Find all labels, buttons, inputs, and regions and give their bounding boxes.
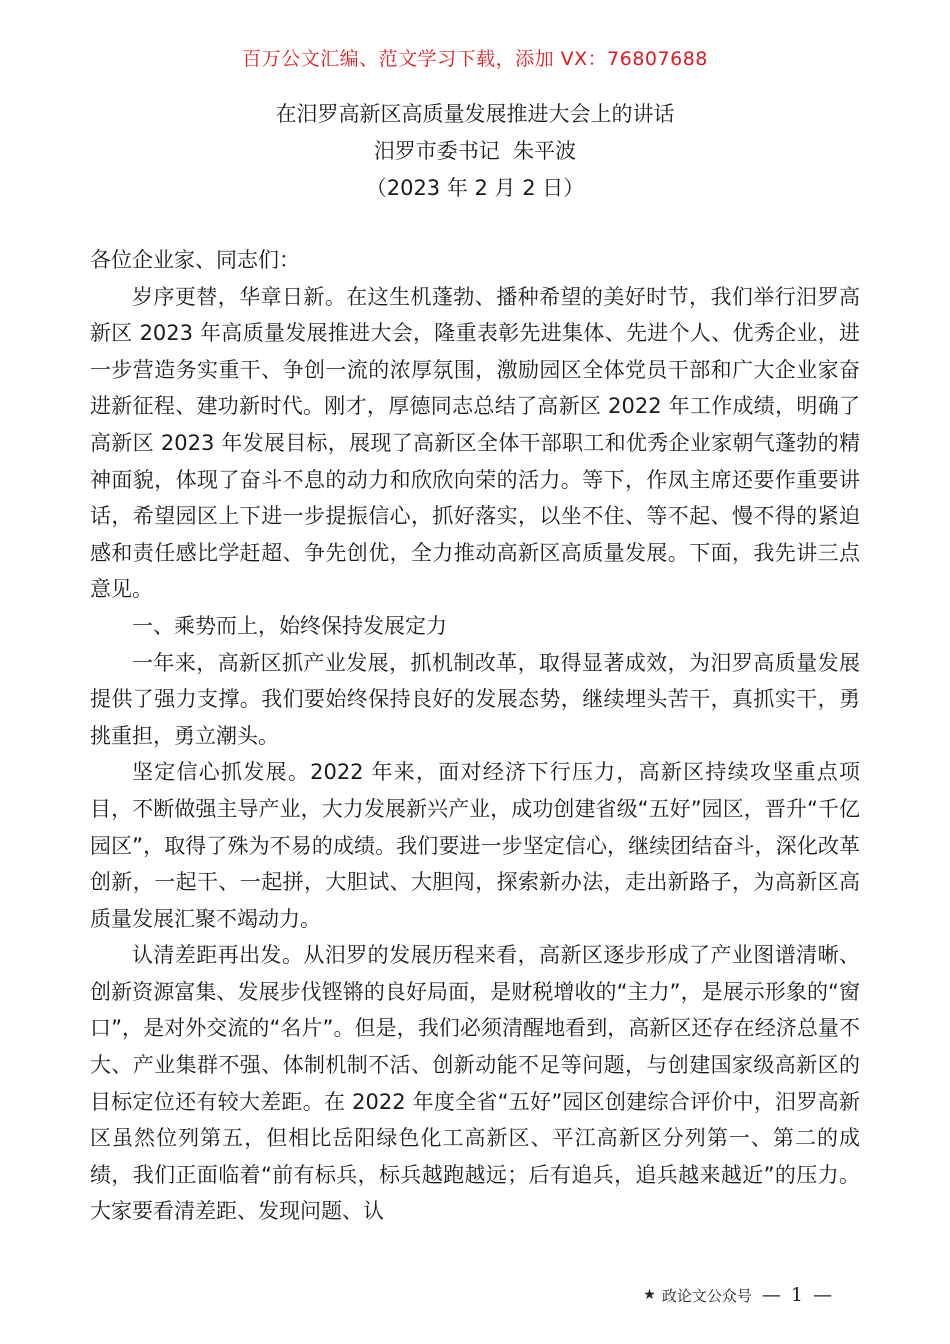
page-number: — 1 — (761, 1284, 834, 1306)
speech-body (90, 242, 860, 1230)
section-heading-1: 一、乘势而上，始终保持发展定力 (132, 613, 447, 638)
speech-date: （2023 年 2 月 2 日） (365, 176, 585, 200)
salutation: 各位企业家、同志们： (90, 248, 300, 272)
page-footer (643, 1284, 834, 1306)
speech-header (0, 96, 950, 207)
paragraph-intro: 岁序更替，华章日新。在这生机蓬勃、播种希望的美好时节，我们举行汨罗高新区 2023 年高质量发展推进大会，隆重表彰先进集体、先进个人、优秀企业，进一步营造务实重干、争创一流的浓厚氛围，激励园区全体党员干部和广大企业家奋进新征程、建功新时代。刚才，厚德同志总结了高新区 2022 年工作成绩，明确了高新区 2023 年发展目标，展现了高新区全体干部职工和优秀企业家朝气蓬勃的精神面貌，体现了奋斗不息的动力和欣欣向荣的活力。等下，作凤主席还要作重要讲话，希望园区上下进一步提振信心，抓好落实，以坐不住、等不起、慢不得的紧迫感和责任感比学赶超、争先创优，全力推动高新区高质量发展。下面，我先讲三点意见。 (90, 284, 860, 602)
footer-source: 政论文公众号 (661, 1286, 752, 1305)
paragraph-confidence: 坚定信心抓发展。2022 年来，面对经济下行压力，高新区持续攻坚重点项目，不断做强主导产业，大力发展新兴产业，成功创建省级“五好”园区，晋升“千亿园区”，取得了殊为不易的成绩。我们要进一步坚定信心，继续团结奋斗，深化改革创新，一起干、一起拼，大胆试、大胆闯，探索新办法，走出新路子，为高新区高质量发展汇聚不竭动力。 (90, 760, 860, 931)
promo-banner: 百万公文汇编、范文学习下载，添加 VX：76807688 (242, 48, 708, 70)
speech-title: 在汨罗高新区高质量发展推进大会上的讲话 (275, 102, 675, 126)
paragraph-gap: 认清差距再出发。从汨罗的发展历程来看，高新区逐步形成了产业图谱清晰、创新资源富集、发展步伐铿锵的良好局面，是财税增收的“主力”，是展示形象的“窗口”，是对外交流的“名片”。但是，我们必须清醒地看到，高新区还存在经济总量不大、产业集群不强、体制机制不活、创新动能不足等问题，与创建国家级高新区的目标定位还有较大差距。在 2022 年度全省“五好”园区创建综合评价中，汨罗高新区虽然位列第五，但相比岳阳绿色化工高新区、平江高新区分列第一、第二的成绩，我们正面临着“前有标兵，标兵越跑越远；后有追兵，追兵越来越近”的压力。大家要看清差距、发现问题、认 (90, 943, 860, 1224)
paragraph-section-1-summary: 一年来，高新区抓产业发展，抓机制改革，取得显著成效，为汨罗高质量发展提供了强力支撑。我们要始终保持良好的发展态势，继续埋头苦干，真抓实干，勇挑重担，勇立潮头。 (90, 650, 860, 748)
star-icon: ★ (643, 1287, 656, 1303)
speech-author: 汨罗市委书记 朱平波 (373, 139, 577, 163)
